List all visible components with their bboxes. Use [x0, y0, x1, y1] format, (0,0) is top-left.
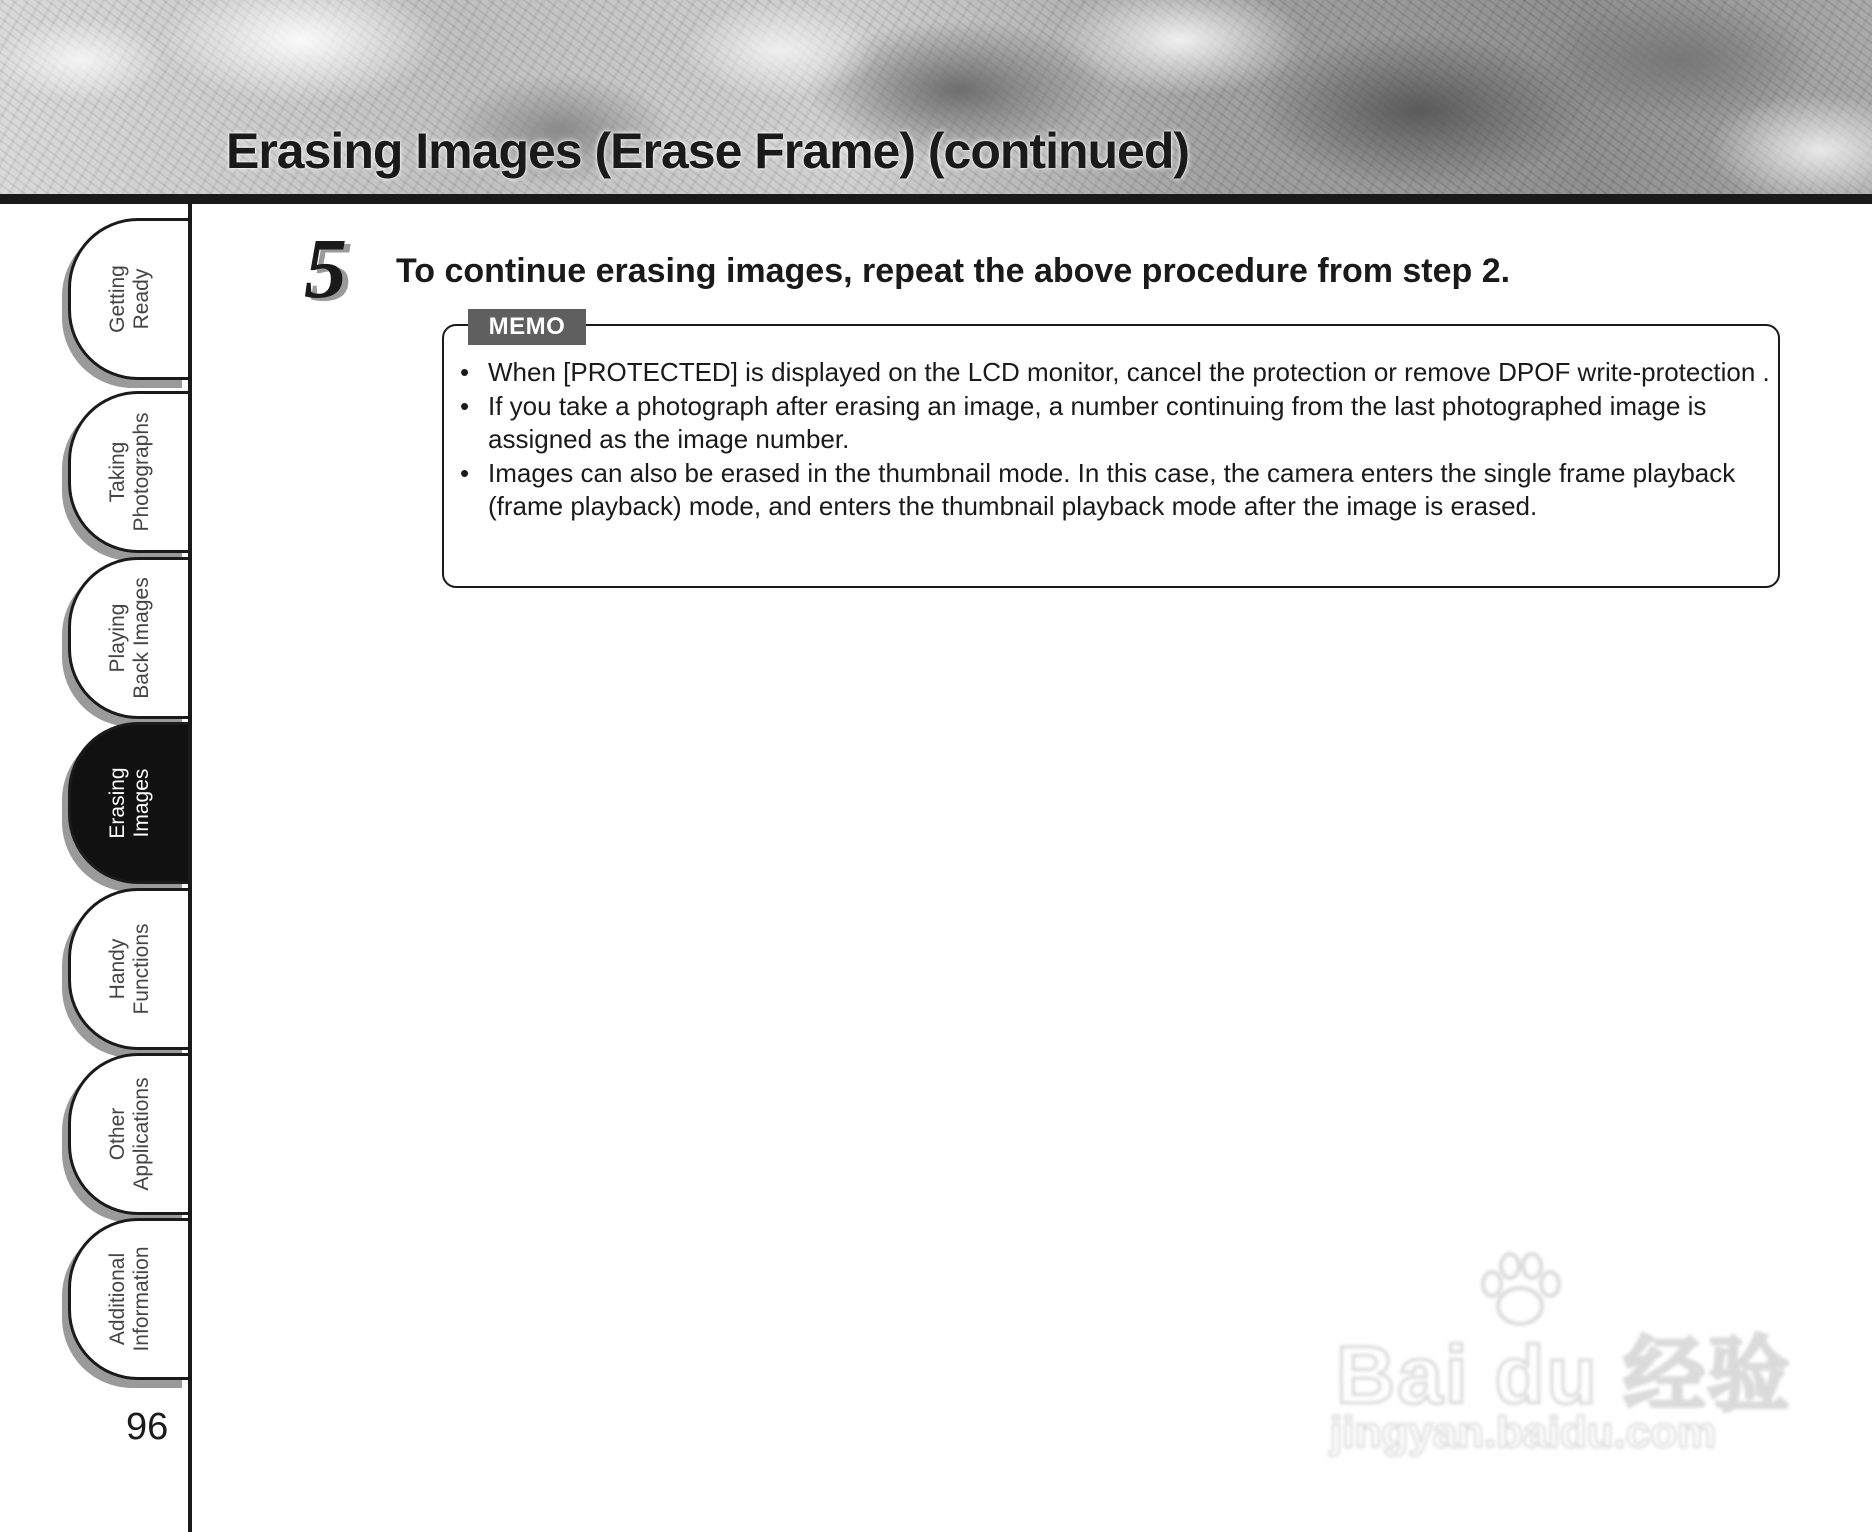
memo-item [460, 390, 1770, 456]
tab-erasing-images[interactable] [68, 722, 188, 884]
step-instruction: To continue erasing images, repeat the above procedure from step 2. [396, 252, 1511, 290]
header-divider [0, 194, 1872, 204]
tab-other-applications[interactable] [68, 1053, 188, 1215]
bullet: • [460, 357, 470, 387]
memo-item-text: Images can also be erased in the thumbnail mode. In this case, the camera enters the single frame playback (frame playback) mode, and enters the thumbnail playback mode after the image is erased. [488, 458, 1736, 521]
page-number: 96 [126, 1406, 169, 1448]
watermark-logo: Bai du 经验 [1336, 1330, 1792, 1421]
tab-label: Handy Functions [105, 923, 153, 1015]
memo-label: MEMO [468, 309, 586, 345]
baidu-watermark [1320, 1250, 1792, 1470]
bullet: • [460, 391, 470, 421]
step-number: 5 [304, 220, 347, 316]
tab-label: Other Applications [105, 1077, 153, 1191]
page-title: Erasing Images (Erase Frame) (continued) [226, 123, 1190, 179]
tab-additional-information[interactable] [68, 1218, 188, 1380]
memo-item-text: If you take a photograph after erasing an image, a number continuing from the last photographed image is assigned as the image number. [488, 391, 1707, 454]
tab-handy-functions[interactable] [68, 888, 188, 1050]
tab-label: Additional Information [105, 1246, 153, 1352]
memo-list [460, 356, 1770, 524]
tab-getting-ready[interactable] [68, 218, 188, 380]
tab-playing-back-images[interactable] [68, 557, 188, 719]
tab-label: Getting Ready [105, 265, 153, 333]
tab-taking-photographs[interactable] [68, 391, 188, 553]
watermark-url: jingyan.baidu.com [1330, 1408, 1717, 1457]
memo-item-text: When [PROTECTED] is displayed on the LCD monitor, cancel the protection or remove DPOF write-protection . [488, 357, 1770, 387]
memo-item [460, 457, 1770, 523]
tab-label: Taking Photographs [105, 412, 153, 532]
memo-item [460, 356, 1770, 389]
tab-label: Playing Back Images [105, 577, 153, 699]
header-banner [0, 0, 1872, 194]
tab-label: Erasing Images [105, 767, 153, 839]
bullet: • [460, 458, 470, 488]
sidebar-divider [188, 204, 192, 1532]
